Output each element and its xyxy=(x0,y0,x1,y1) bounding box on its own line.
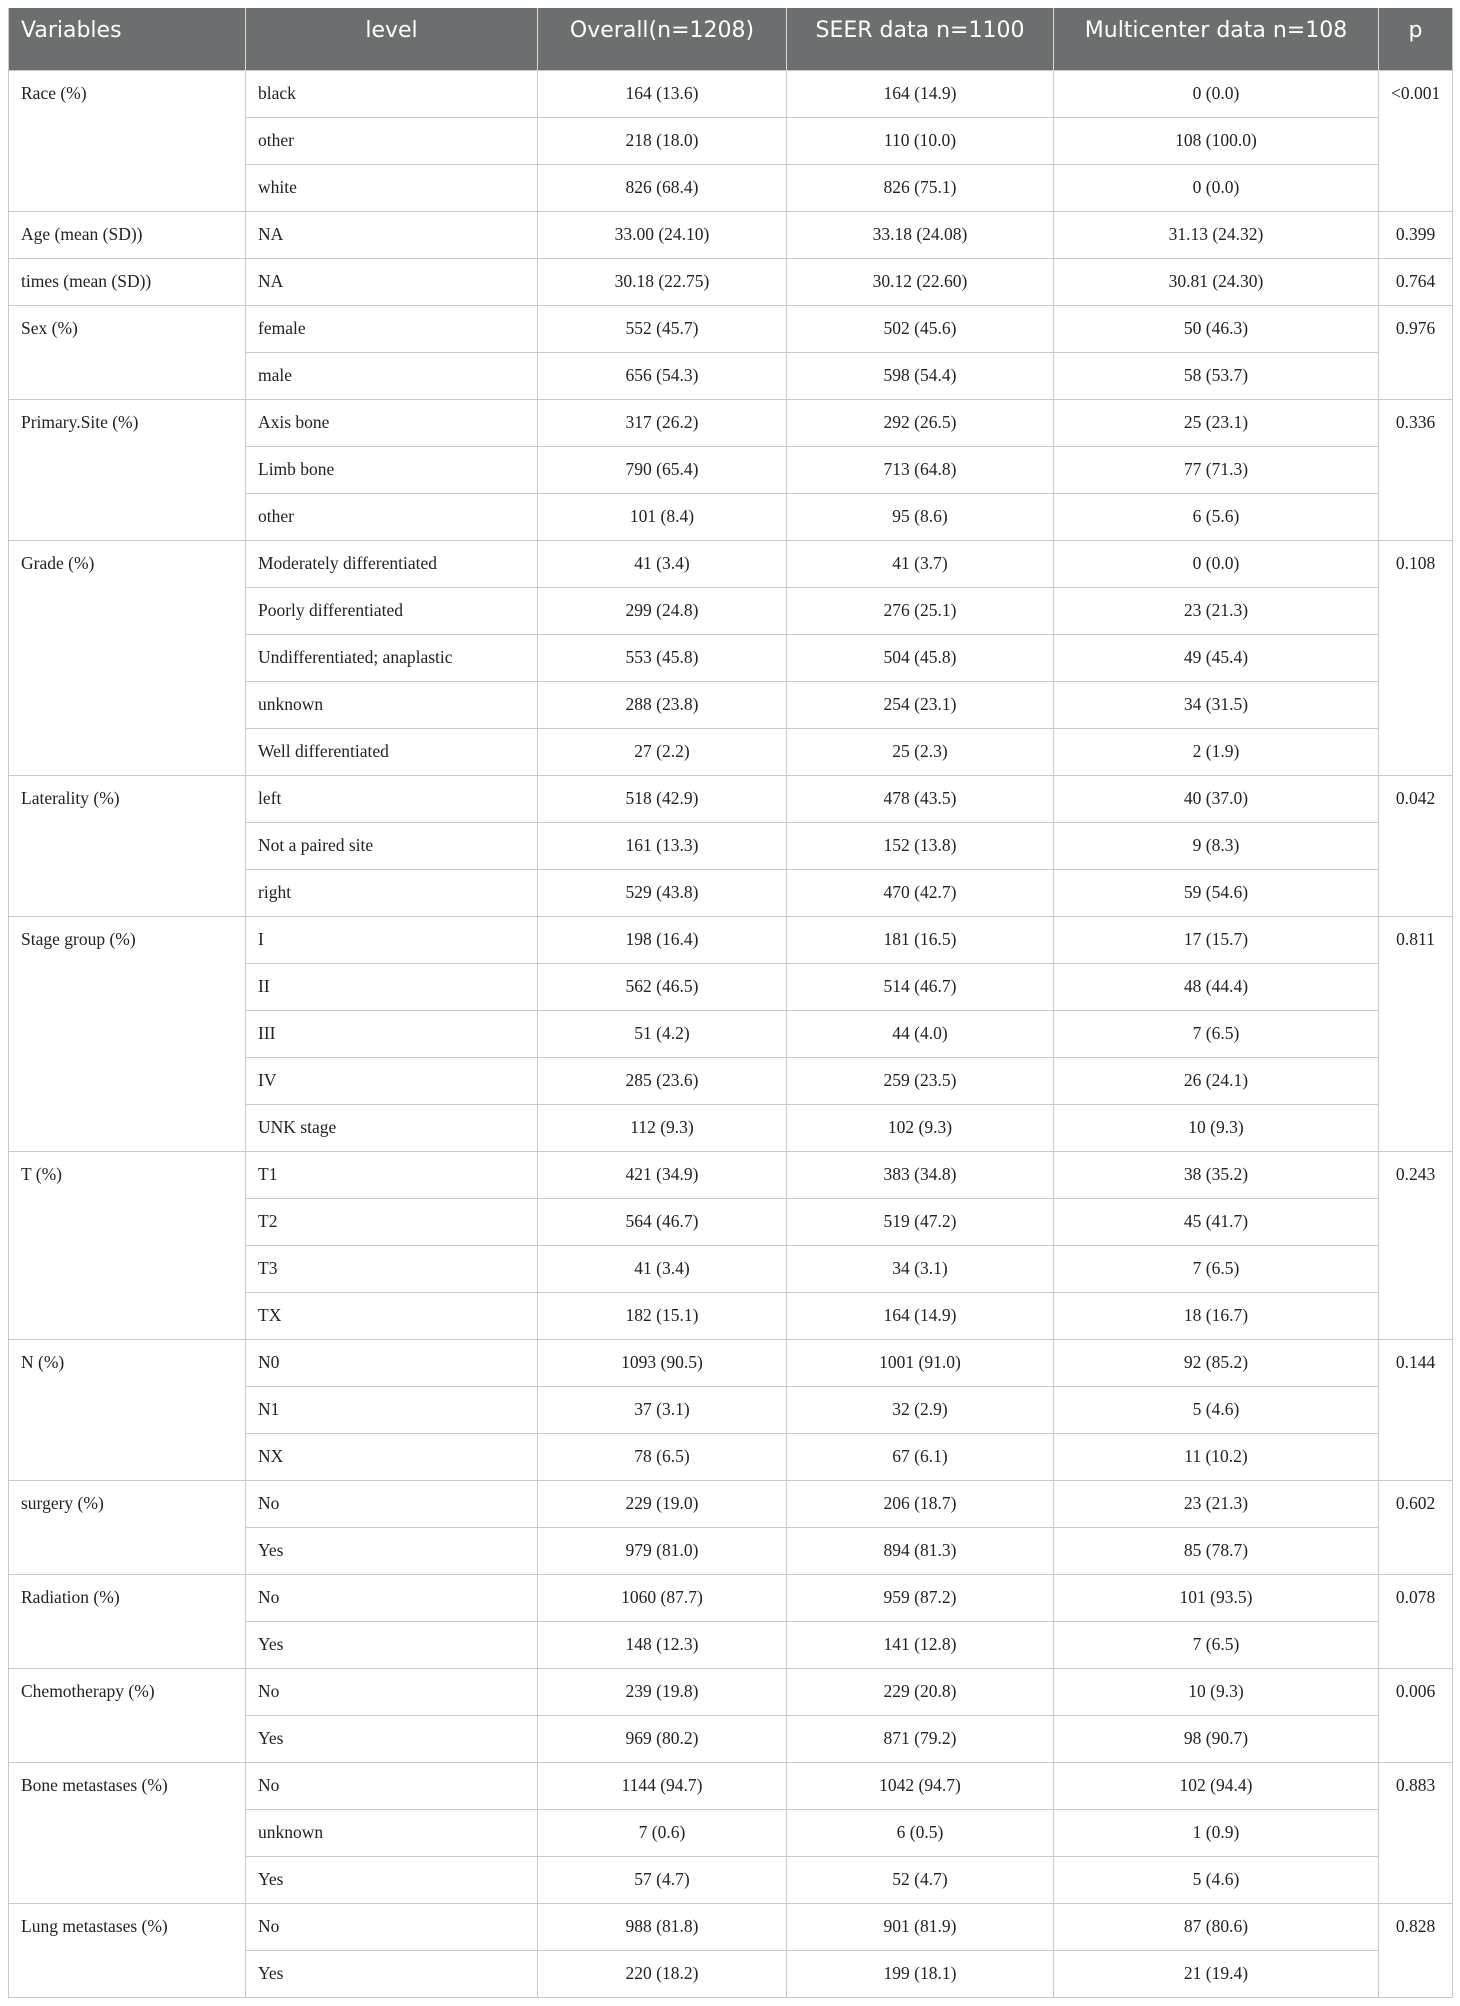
overall-cell: 41 (3.4) xyxy=(538,540,787,587)
level-cell: Axis bone xyxy=(246,399,538,446)
table-row xyxy=(9,1339,1453,1386)
seer-cell: 67 (6.1) xyxy=(787,1433,1054,1480)
level-cell: No xyxy=(246,1903,538,1950)
seer-cell: 44 (4.0) xyxy=(787,1010,1054,1057)
header-p: p xyxy=(1379,8,1453,70)
level-cell: III xyxy=(246,1010,538,1057)
table-row xyxy=(9,258,1453,305)
table-body xyxy=(9,70,1453,1997)
level-cell: I xyxy=(246,916,538,963)
seer-cell: 470 (42.7) xyxy=(787,869,1054,916)
multicenter-cell: 0 (0.0) xyxy=(1054,70,1379,117)
level-cell: Yes xyxy=(246,1527,538,1574)
seer-cell: 6 (0.5) xyxy=(787,1809,1054,1856)
multicenter-cell: 1 (0.9) xyxy=(1054,1809,1379,1856)
overall-cell: 790 (65.4) xyxy=(538,446,787,493)
overall-cell: 30.18 (22.75) xyxy=(538,258,787,305)
variable-cell: Bone metastases (%) xyxy=(9,1762,246,1903)
multicenter-cell: 7 (6.5) xyxy=(1054,1245,1379,1292)
p-value-cell: 0.399 xyxy=(1379,211,1453,258)
overall-cell: 299 (24.8) xyxy=(538,587,787,634)
p-value-cell: 0.602 xyxy=(1379,1480,1453,1574)
table-header xyxy=(9,8,1453,70)
table-row xyxy=(9,1480,1453,1527)
p-value-cell: 0.811 xyxy=(1379,916,1453,1151)
multicenter-cell: 45 (41.7) xyxy=(1054,1198,1379,1245)
variable-cell: Chemotherapy (%) xyxy=(9,1668,246,1762)
level-cell: N1 xyxy=(246,1386,538,1433)
table-row xyxy=(9,1762,1453,1809)
multicenter-cell: 87 (80.6) xyxy=(1054,1903,1379,1950)
p-value-cell: 0.764 xyxy=(1379,258,1453,305)
header-variables: Variables xyxy=(9,8,246,70)
level-cell: Not a paired site xyxy=(246,822,538,869)
overall-cell: 148 (12.3) xyxy=(538,1621,787,1668)
table-row xyxy=(9,1903,1453,1950)
overall-cell: 317 (26.2) xyxy=(538,399,787,446)
multicenter-cell: 85 (78.7) xyxy=(1054,1527,1379,1574)
level-cell: No xyxy=(246,1480,538,1527)
overall-cell: 220 (18.2) xyxy=(538,1950,787,1997)
overall-cell: 37 (3.1) xyxy=(538,1386,787,1433)
p-value-cell: <0.001 xyxy=(1379,70,1453,211)
overall-cell: 198 (16.4) xyxy=(538,916,787,963)
overall-cell: 51 (4.2) xyxy=(538,1010,787,1057)
seer-cell: 141 (12.8) xyxy=(787,1621,1054,1668)
variable-cell: times (mean (SD)) xyxy=(9,258,246,305)
seer-cell: 292 (26.5) xyxy=(787,399,1054,446)
overall-cell: 7 (0.6) xyxy=(538,1809,787,1856)
level-cell: unknown xyxy=(246,681,538,728)
multicenter-cell: 0 (0.0) xyxy=(1054,164,1379,211)
overall-cell: 421 (34.9) xyxy=(538,1151,787,1198)
seer-cell: 199 (18.1) xyxy=(787,1950,1054,1997)
multicenter-cell: 102 (94.4) xyxy=(1054,1762,1379,1809)
variable-cell: Primary.Site (%) xyxy=(9,399,246,540)
overall-cell: 161 (13.3) xyxy=(538,822,787,869)
multicenter-cell: 49 (45.4) xyxy=(1054,634,1379,681)
level-cell: female xyxy=(246,305,538,352)
seer-cell: 33.18 (24.08) xyxy=(787,211,1054,258)
multicenter-cell: 30.81 (24.30) xyxy=(1054,258,1379,305)
variable-cell: Stage group (%) xyxy=(9,916,246,1151)
table-row xyxy=(9,1668,1453,1715)
variable-cell: surgery (%) xyxy=(9,1480,246,1574)
level-cell: NA xyxy=(246,211,538,258)
multicenter-cell: 6 (5.6) xyxy=(1054,493,1379,540)
level-cell: N0 xyxy=(246,1339,538,1386)
multicenter-cell: 31.13 (24.32) xyxy=(1054,211,1379,258)
multicenter-cell: 101 (93.5) xyxy=(1054,1574,1379,1621)
table-row xyxy=(9,70,1453,117)
overall-cell: 562 (46.5) xyxy=(538,963,787,1010)
seer-cell: 478 (43.5) xyxy=(787,775,1054,822)
table-row xyxy=(9,399,1453,446)
level-cell: white xyxy=(246,164,538,211)
multicenter-cell: 77 (71.3) xyxy=(1054,446,1379,493)
level-cell: No xyxy=(246,1574,538,1621)
multicenter-cell: 98 (90.7) xyxy=(1054,1715,1379,1762)
table-row xyxy=(9,1574,1453,1621)
multicenter-cell: 92 (85.2) xyxy=(1054,1339,1379,1386)
seer-cell: 894 (81.3) xyxy=(787,1527,1054,1574)
variable-cell: T (%) xyxy=(9,1151,246,1339)
level-cell: Limb bone xyxy=(246,446,538,493)
seer-cell: 514 (46.7) xyxy=(787,963,1054,1010)
level-cell: right xyxy=(246,869,538,916)
overall-cell: 656 (54.3) xyxy=(538,352,787,399)
seer-cell: 95 (8.6) xyxy=(787,493,1054,540)
seer-cell: 959 (87.2) xyxy=(787,1574,1054,1621)
seer-cell: 164 (14.9) xyxy=(787,70,1054,117)
header-multicenter: Multicenter data n=108 xyxy=(1054,8,1379,70)
overall-cell: 1144 (94.7) xyxy=(538,1762,787,1809)
multicenter-cell: 34 (31.5) xyxy=(1054,681,1379,728)
table-row xyxy=(9,540,1453,587)
level-cell: male xyxy=(246,352,538,399)
overall-cell: 1093 (90.5) xyxy=(538,1339,787,1386)
level-cell: other xyxy=(246,117,538,164)
p-value-cell: 0.336 xyxy=(1379,399,1453,540)
level-cell: T1 xyxy=(246,1151,538,1198)
overall-cell: 218 (18.0) xyxy=(538,117,787,164)
seer-cell: 229 (20.8) xyxy=(787,1668,1054,1715)
level-cell: Poorly differentiated xyxy=(246,587,538,634)
level-cell: unknown xyxy=(246,1809,538,1856)
level-cell: T2 xyxy=(246,1198,538,1245)
table-row xyxy=(9,775,1453,822)
multicenter-cell: 9 (8.3) xyxy=(1054,822,1379,869)
variable-cell: N (%) xyxy=(9,1339,246,1480)
seer-cell: 826 (75.1) xyxy=(787,164,1054,211)
seer-cell: 276 (25.1) xyxy=(787,587,1054,634)
level-cell: Well differentiated xyxy=(246,728,538,775)
seer-cell: 1001 (91.0) xyxy=(787,1339,1054,1386)
overall-cell: 1060 (87.7) xyxy=(538,1574,787,1621)
multicenter-cell: 5 (4.6) xyxy=(1054,1386,1379,1433)
level-cell: other xyxy=(246,493,538,540)
level-cell: Yes xyxy=(246,1856,538,1903)
seer-cell: 41 (3.7) xyxy=(787,540,1054,587)
seer-cell: 25 (2.3) xyxy=(787,728,1054,775)
multicenter-cell: 11 (10.2) xyxy=(1054,1433,1379,1480)
seer-cell: 871 (79.2) xyxy=(787,1715,1054,1762)
seer-cell: 32 (2.9) xyxy=(787,1386,1054,1433)
header-overall: Overall(n=1208) xyxy=(538,8,787,70)
variable-cell: Lung metastases (%) xyxy=(9,1903,246,1997)
multicenter-cell: 0 (0.0) xyxy=(1054,540,1379,587)
level-cell: IV xyxy=(246,1057,538,1104)
multicenter-cell: 38 (35.2) xyxy=(1054,1151,1379,1198)
multicenter-cell: 23 (21.3) xyxy=(1054,1480,1379,1527)
seer-cell: 102 (9.3) xyxy=(787,1104,1054,1151)
overall-cell: 57 (4.7) xyxy=(538,1856,787,1903)
multicenter-cell: 59 (54.6) xyxy=(1054,869,1379,916)
variable-cell: Laterality (%) xyxy=(9,775,246,916)
seer-cell: 901 (81.9) xyxy=(787,1903,1054,1950)
multicenter-cell: 7 (6.5) xyxy=(1054,1010,1379,1057)
p-value-cell: 0.828 xyxy=(1379,1903,1453,1997)
seer-cell: 504 (45.8) xyxy=(787,634,1054,681)
overall-cell: 41 (3.4) xyxy=(538,1245,787,1292)
p-value-cell: 0.243 xyxy=(1379,1151,1453,1339)
overall-cell: 552 (45.7) xyxy=(538,305,787,352)
variable-cell: Race (%) xyxy=(9,70,246,211)
seer-cell: 598 (54.4) xyxy=(787,352,1054,399)
seer-cell: 502 (45.6) xyxy=(787,305,1054,352)
table-container xyxy=(8,8,1452,1998)
overall-cell: 529 (43.8) xyxy=(538,869,787,916)
multicenter-cell: 25 (23.1) xyxy=(1054,399,1379,446)
multicenter-cell: 40 (37.0) xyxy=(1054,775,1379,822)
level-cell: T3 xyxy=(246,1245,538,1292)
overall-cell: 285 (23.6) xyxy=(538,1057,787,1104)
seer-cell: 259 (23.5) xyxy=(787,1057,1054,1104)
multicenter-cell: 5 (4.6) xyxy=(1054,1856,1379,1903)
p-value-cell: 0.108 xyxy=(1379,540,1453,775)
multicenter-cell: 18 (16.7) xyxy=(1054,1292,1379,1339)
variable-cell: Grade (%) xyxy=(9,540,246,775)
p-value-cell: 0.144 xyxy=(1379,1339,1453,1480)
multicenter-cell: 10 (9.3) xyxy=(1054,1104,1379,1151)
seer-cell: 152 (13.8) xyxy=(787,822,1054,869)
characteristics-table xyxy=(8,8,1453,1998)
overall-cell: 78 (6.5) xyxy=(538,1433,787,1480)
seer-cell: 181 (16.5) xyxy=(787,916,1054,963)
level-cell: No xyxy=(246,1762,538,1809)
overall-cell: 27 (2.2) xyxy=(538,728,787,775)
level-cell: TX xyxy=(246,1292,538,1339)
multicenter-cell: 21 (19.4) xyxy=(1054,1950,1379,1997)
level-cell: left xyxy=(246,775,538,822)
variable-cell: Sex (%) xyxy=(9,305,246,399)
seer-cell: 206 (18.7) xyxy=(787,1480,1054,1527)
table-row xyxy=(9,305,1453,352)
multicenter-cell: 23 (21.3) xyxy=(1054,587,1379,634)
overall-cell: 826 (68.4) xyxy=(538,164,787,211)
level-cell: black xyxy=(246,70,538,117)
seer-cell: 519 (47.2) xyxy=(787,1198,1054,1245)
p-value-cell: 0.042 xyxy=(1379,775,1453,916)
overall-cell: 164 (13.6) xyxy=(538,70,787,117)
p-value-cell: 0.883 xyxy=(1379,1762,1453,1903)
overall-cell: 988 (81.8) xyxy=(538,1903,787,1950)
overall-cell: 518 (42.9) xyxy=(538,775,787,822)
header-level: level xyxy=(246,8,538,70)
overall-cell: 553 (45.8) xyxy=(538,634,787,681)
level-cell: No xyxy=(246,1668,538,1715)
level-cell: Yes xyxy=(246,1621,538,1668)
multicenter-cell: 108 (100.0) xyxy=(1054,117,1379,164)
overall-cell: 979 (81.0) xyxy=(538,1527,787,1574)
seer-cell: 713 (64.8) xyxy=(787,446,1054,493)
overall-cell: 112 (9.3) xyxy=(538,1104,787,1151)
overall-cell: 101 (8.4) xyxy=(538,493,787,540)
multicenter-cell: 48 (44.4) xyxy=(1054,963,1379,1010)
overall-cell: 182 (15.1) xyxy=(538,1292,787,1339)
seer-cell: 164 (14.9) xyxy=(787,1292,1054,1339)
multicenter-cell: 50 (46.3) xyxy=(1054,305,1379,352)
overall-cell: 229 (19.0) xyxy=(538,1480,787,1527)
overall-cell: 239 (19.8) xyxy=(538,1668,787,1715)
seer-cell: 110 (10.0) xyxy=(787,117,1054,164)
table-row xyxy=(9,211,1453,258)
multicenter-cell: 10 (9.3) xyxy=(1054,1668,1379,1715)
overall-cell: 564 (46.7) xyxy=(538,1198,787,1245)
level-cell: NX xyxy=(246,1433,538,1480)
level-cell: II xyxy=(246,963,538,1010)
header-row xyxy=(9,8,1453,70)
seer-cell: 52 (4.7) xyxy=(787,1856,1054,1903)
seer-cell: 34 (3.1) xyxy=(787,1245,1054,1292)
level-cell: UNK stage xyxy=(246,1104,538,1151)
seer-cell: 383 (34.8) xyxy=(787,1151,1054,1198)
table-row xyxy=(9,1151,1453,1198)
overall-cell: 288 (23.8) xyxy=(538,681,787,728)
multicenter-cell: 58 (53.7) xyxy=(1054,352,1379,399)
multicenter-cell: 26 (24.1) xyxy=(1054,1057,1379,1104)
multicenter-cell: 17 (15.7) xyxy=(1054,916,1379,963)
header-seer: SEER data n=1100 xyxy=(787,8,1054,70)
level-cell: Yes xyxy=(246,1950,538,1997)
variable-cell: Radiation (%) xyxy=(9,1574,246,1668)
table-row xyxy=(9,916,1453,963)
level-cell: Undifferentiated; anaplastic xyxy=(246,634,538,681)
p-value-cell: 0.078 xyxy=(1379,1574,1453,1668)
level-cell: NA xyxy=(246,258,538,305)
p-value-cell: 0.976 xyxy=(1379,305,1453,399)
overall-cell: 33.00 (24.10) xyxy=(538,211,787,258)
overall-cell: 969 (80.2) xyxy=(538,1715,787,1762)
multicenter-cell: 7 (6.5) xyxy=(1054,1621,1379,1668)
seer-cell: 254 (23.1) xyxy=(787,681,1054,728)
multicenter-cell: 2 (1.9) xyxy=(1054,728,1379,775)
p-value-cell: 0.006 xyxy=(1379,1668,1453,1762)
level-cell: Yes xyxy=(246,1715,538,1762)
seer-cell: 1042 (94.7) xyxy=(787,1762,1054,1809)
seer-cell: 30.12 (22.60) xyxy=(787,258,1054,305)
variable-cell: Age (mean (SD)) xyxy=(9,211,246,258)
level-cell: Moderately differentiated xyxy=(246,540,538,587)
